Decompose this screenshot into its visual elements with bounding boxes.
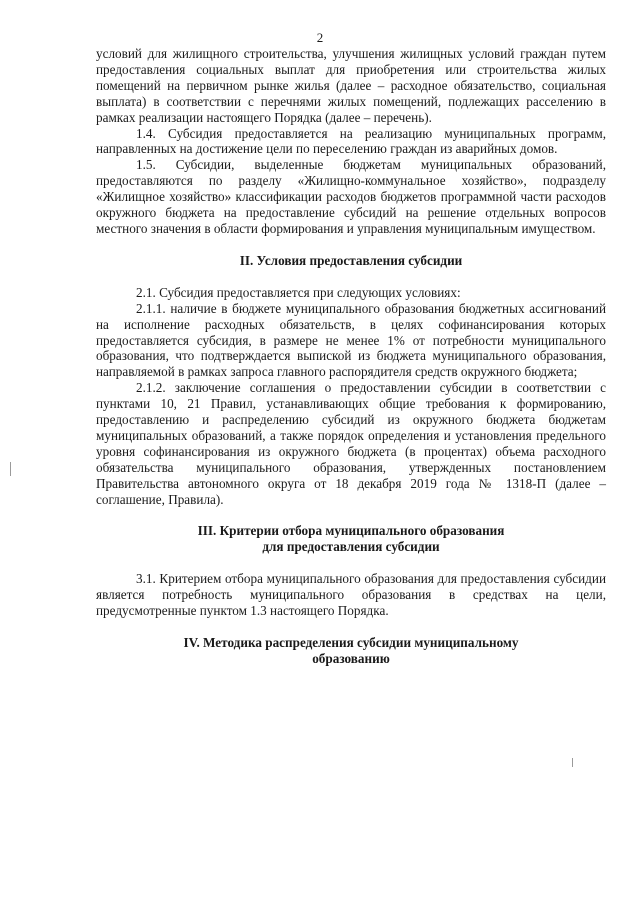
section-4-heading-line1: IV. Методика распределения субсидии муниципальному (183, 635, 519, 650)
section-3-heading-line1: III. Критерии отбора муниципального образования (197, 523, 505, 539)
section-4-heading (96, 635, 606, 667)
section-3-heading-line2: для предоставления субсидии (262, 539, 440, 555)
paragraph-1-5: 1.5. Субсидии, выделенные бюджетам муниципальных образований, предоставляются по разделу «Жилищно-коммунальное хозяйство», подразделу «Жилищное хозяйство» классификации расходов бюджетов программной части расходов окружного бюджета на предоставление субсидий на решение отдельных вопросов местного значения в области формирования и управления муниципальным имуществом. (96, 157, 606, 236)
document-body (96, 46, 606, 667)
scan-edge-mark-left (10, 462, 11, 476)
paragraph-2-1: 2.1. Субсидия предоставляется при следующих условиях: (136, 284, 461, 300)
section-2-heading: II. Условия предоставления субсидии (239, 252, 463, 268)
section-3-heading (96, 523, 606, 555)
paragraph-2-1-2: 2.1.2. заключение соглашения о предоставлении субсидии в соответствии с пунктами 10, 21 Правил, устанавливающих общие требования к формированию, предоставлению и распределению субсидий из окружного бюджета бюджетам муниципальных образований, а также порядок определения и установления предельного уровня софинансирования из окружного бюджета (в процентах) объема расходного обязательства муниципального образования, утвержденных постановлением Правительства автономного округа от 18 декабря 2019 года № 1318-П (далее – соглашение, Правила). (96, 380, 606, 507)
section-4-heading-line2: образованию (312, 650, 390, 666)
continuation-paragraph: условий для жилищного строительства, улучшения жилищных условий граждан путем предоставления социальных выплат для приобретения или строительства жилых помещений на первичном рынке жилья (далее – расходное обязательство, социальная выплата) в соответствии с перечнями жилых помещений, подлежащих расселению в рамках реализации настоящего Порядка (далее – перечень). (96, 46, 606, 125)
page-number: 2 (316, 30, 324, 45)
scan-edge-mark-right (572, 758, 573, 767)
paragraph-2-1-1: 2.1.1. наличие в бюджете муниципального образования бюджетных ассигнований на исполнение расходных обязательств, в целях софинансирования которых предоставляется субсидия, в размере не менее 1% от потребности муниципального образования, что подтверждается выпиской из бюджета муниципального образования, направляемой в рамках запроса главного распорядителя средств окружного бюджета; (96, 300, 606, 380)
paragraph-1-4: 1.4. Субсидия предоставляется на реализацию муниципальных программ, направленных на достижение цели по переселению граждан из аварийных домов. (96, 125, 606, 157)
paragraph-3-1: 3.1. Критерием отбора муниципального образования для предоставления субсидии является потребность муниципального образования в средствах на цели, предусмотренные пунктом 1.3 настоящего Порядка. (96, 571, 606, 619)
